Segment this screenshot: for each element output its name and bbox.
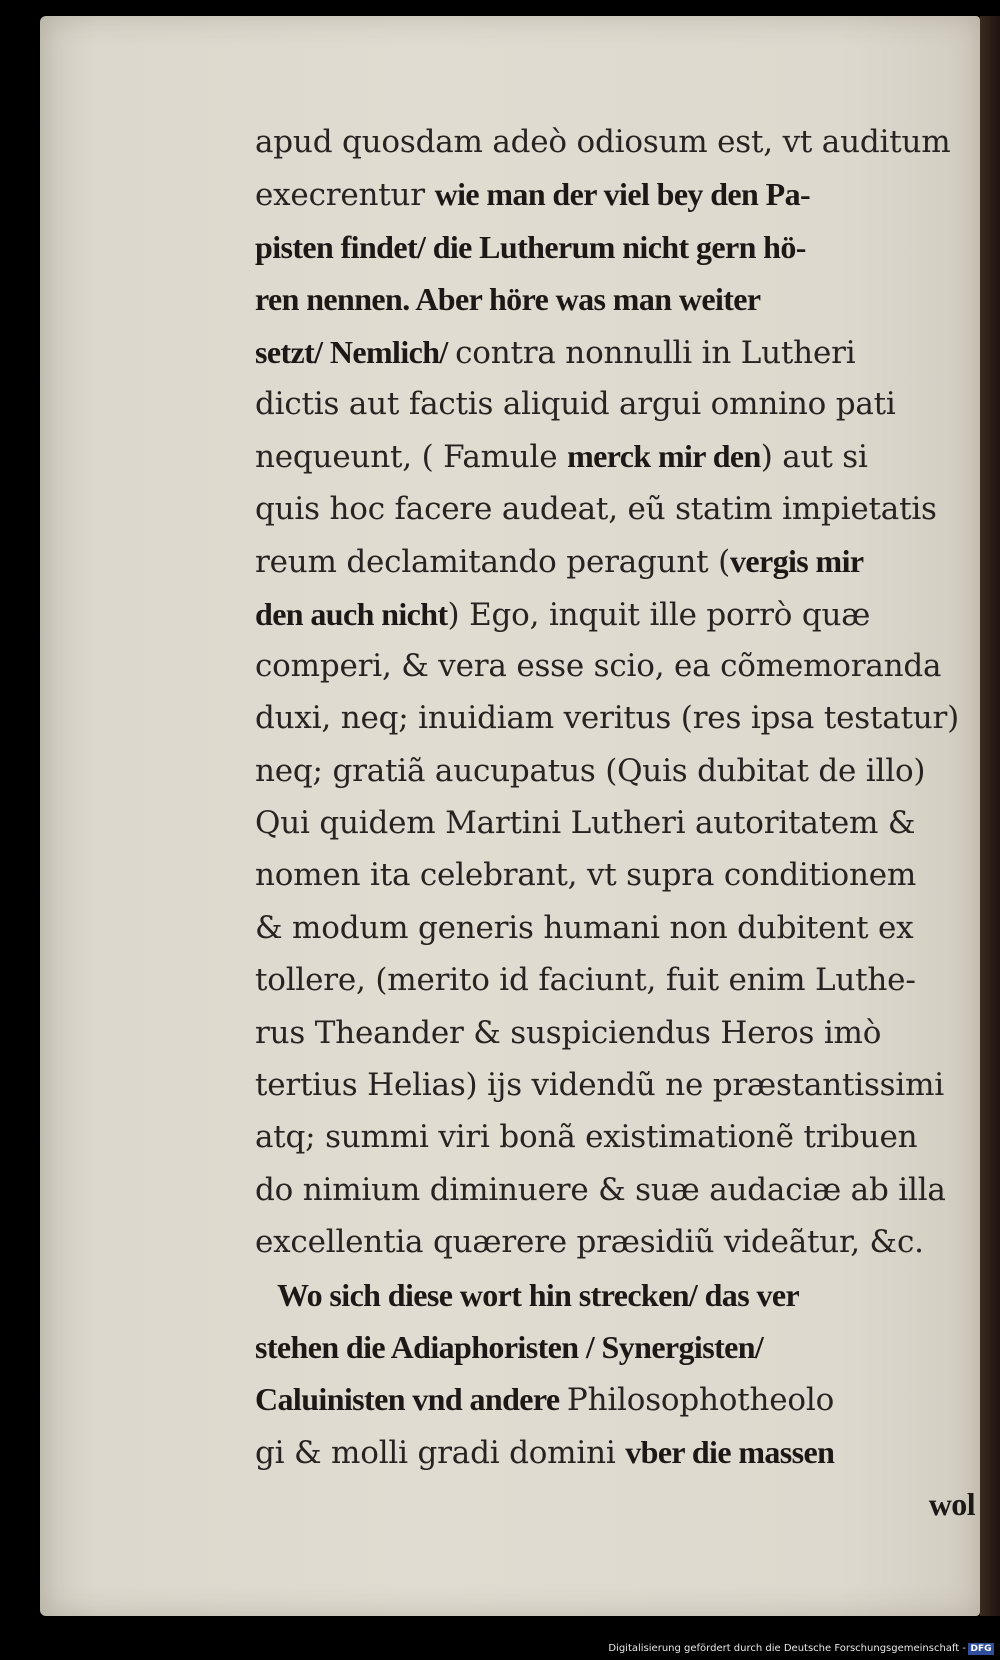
latin-text-segment: rus Theander & suspiciendus Heros imò <box>255 1014 882 1051</box>
text-line <box>255 378 995 430</box>
latin-text-segment: ) Ego, inquit ille porrò quæ <box>447 596 871 633</box>
text-line <box>255 535 995 587</box>
latin-text-segment: atq; summi viri bonã existimationẽ tribuen <box>255 1119 918 1156</box>
latin-text-segment: nomen ita celebrant, vt supra conditionem <box>255 857 917 894</box>
latin-text-segment: quis hoc facere audeat, eũ statim impietatis <box>255 490 937 527</box>
text-line <box>255 116 995 168</box>
fraktur-text-segment: vber die massen <box>625 1433 835 1470</box>
fraktur-text-segment: setzt/ Nemlich/ <box>255 333 456 370</box>
text-line <box>255 273 995 325</box>
fraktur-text-segment: vergis mir <box>729 543 864 580</box>
text-line <box>255 1216 995 1268</box>
latin-text-segment: gi & molli gradi domini <box>255 1434 626 1471</box>
text-line <box>255 797 995 849</box>
text-line <box>255 640 995 692</box>
fraktur-text-segment: Wo sich diese wort hin strecken/ das ver <box>277 1276 800 1313</box>
text-line <box>255 1426 995 1478</box>
text-line <box>255 1269 995 1321</box>
latin-text-segment: do nimium diminuere & suæ audaciæ ab illa <box>255 1171 946 1208</box>
latin-text-segment: ) aut si <box>760 439 868 476</box>
fraktur-text-segment: wie man der viel bey den Pa- <box>434 176 811 213</box>
latin-text-segment: apud quosdam adeò odiosum est, vt auditum <box>255 124 951 160</box>
text-line <box>255 1373 995 1425</box>
latin-text-segment: contra nonnulli in Lutheri <box>455 334 856 371</box>
latin-text-segment: Philosophotheolo <box>566 1382 835 1419</box>
text-line <box>255 1111 995 1163</box>
latin-text-segment: & modum generis humani non dubitent ex <box>255 909 914 946</box>
fraktur-text-segment: wol <box>928 1486 975 1523</box>
text-line <box>255 221 995 273</box>
text-line <box>255 954 995 1006</box>
book-page <box>40 16 980 1616</box>
latin-text-segment: tertius Helias) ijs videndũ ne præstantissimi <box>255 1067 944 1104</box>
text-line <box>255 168 995 220</box>
text-line <box>255 1007 995 1059</box>
text-line <box>255 588 995 640</box>
text-line <box>255 1164 995 1216</box>
fraktur-text-segment: merck mir den <box>567 438 761 475</box>
latin-text-segment: nequeunt, ( Famule <box>255 439 568 476</box>
text-line <box>255 849 995 901</box>
fraktur-text-segment: den auch nicht <box>255 595 448 632</box>
fraktur-text-segment: pisten findet/ die Lutherum nicht gern hö- <box>255 228 806 265</box>
text-line <box>255 483 995 535</box>
latin-text-segment: dictis aut factis aliquid argui omnino pati <box>255 385 896 422</box>
latin-text-segment: duxi, neq; inuidiam veritus (res ipsa testatur) <box>255 700 960 737</box>
text-line <box>255 326 995 378</box>
text-line <box>255 1059 995 1111</box>
text-line <box>255 745 995 797</box>
page-text <box>255 116 995 1531</box>
latin-text-segment: neq; gratiã aucupatus (Quis dubitat de illo) <box>255 752 926 789</box>
latin-text-segment: Qui quidem Martini Lutheri autoritatem & <box>255 805 916 842</box>
text-line <box>255 692 995 744</box>
latin-text-segment: reum declamitando peragunt ( <box>255 544 730 581</box>
fraktur-text-segment: Caluinisten vnd andere <box>255 1381 567 1418</box>
latin-text-segment: comperi, & vera esse scio, ea cõmemoranda <box>255 647 942 684</box>
digitization-credit: Digitalisierung gefördert durch die Deutsche Forschungsgemeinschaft - <box>608 1643 966 1654</box>
text-line <box>255 902 995 954</box>
latin-text-segment: tollere, (merito id faciunt, fuit enim Luthe- <box>255 962 916 999</box>
fraktur-text-segment: ren nennen. Aber höre was man weiter <box>255 281 761 318</box>
dfg-logo: DFG <box>968 1643 994 1655</box>
text-line <box>255 1321 995 1373</box>
text-line <box>255 430 995 482</box>
text-line <box>255 1478 995 1530</box>
latin-text-segment: execrentur <box>255 177 435 214</box>
latin-text-segment: excellentia quærere præsidiũ videãtur, &c. <box>255 1224 924 1261</box>
fraktur-text-segment: stehen die Adiaphoristen / Synergisten/ <box>255 1328 764 1365</box>
